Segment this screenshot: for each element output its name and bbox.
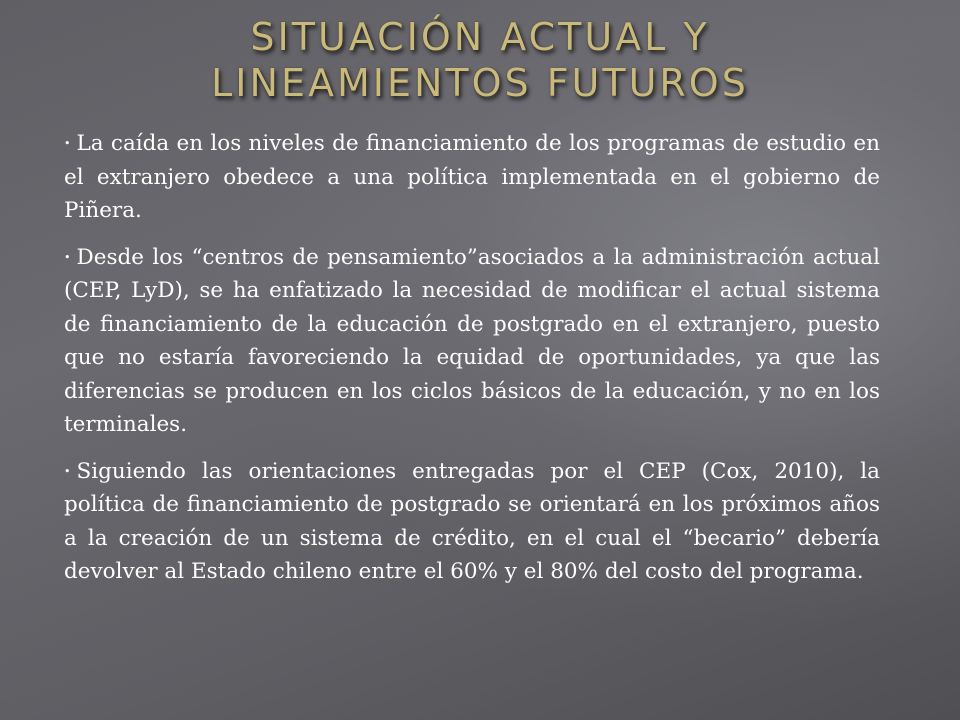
- slide-title-line-1: SITUACIÓN ACTUAL Y: [250, 15, 710, 59]
- paragraph-text: Siguiendo las orientaciones entregadas por el CEP (Cox, 2010), la política de financiamiento de postgrado se orientará en los próximos años a la creación de un sistema de crédito, en el cual el “becario” debería devolver al Estado chileno entre el 60% y el 80% del costo del programa.: [64, 458, 880, 584]
- bullet-paragraph-2: [64, 241, 880, 442]
- slide-title: [0, 14, 960, 106]
- bullet-icon: •: [64, 250, 71, 264]
- bullet-icon: •: [64, 137, 71, 150]
- slide-body: [64, 127, 880, 602]
- bullet-icon: •: [64, 464, 71, 478]
- slide-title-line-2: LINEAMIENTOS FUTUROS: [211, 61, 749, 105]
- paragraph-text: La caída en los niveles de financiamiento de los programas de estudio en el extranjero obedece a una política implementada en el gobierno de Piñera.: [64, 131, 880, 223]
- bullet-paragraph-3: [64, 455, 880, 589]
- bullet-paragraph-1: [64, 127, 880, 228]
- paragraph-text: Desde los “centros de pensamiento”asociados a la administración actual (CEP, LyD), se ha enfatizado la necesidad de modificar el actual sistema de financiamiento de la educación de postgrado en el extranjero, puesto que no estaría favoreciendo la equidad de oportunidades, ya que las diferencias se producen en los ciclos básicos de la educación, y no en los terminales.: [64, 244, 880, 437]
